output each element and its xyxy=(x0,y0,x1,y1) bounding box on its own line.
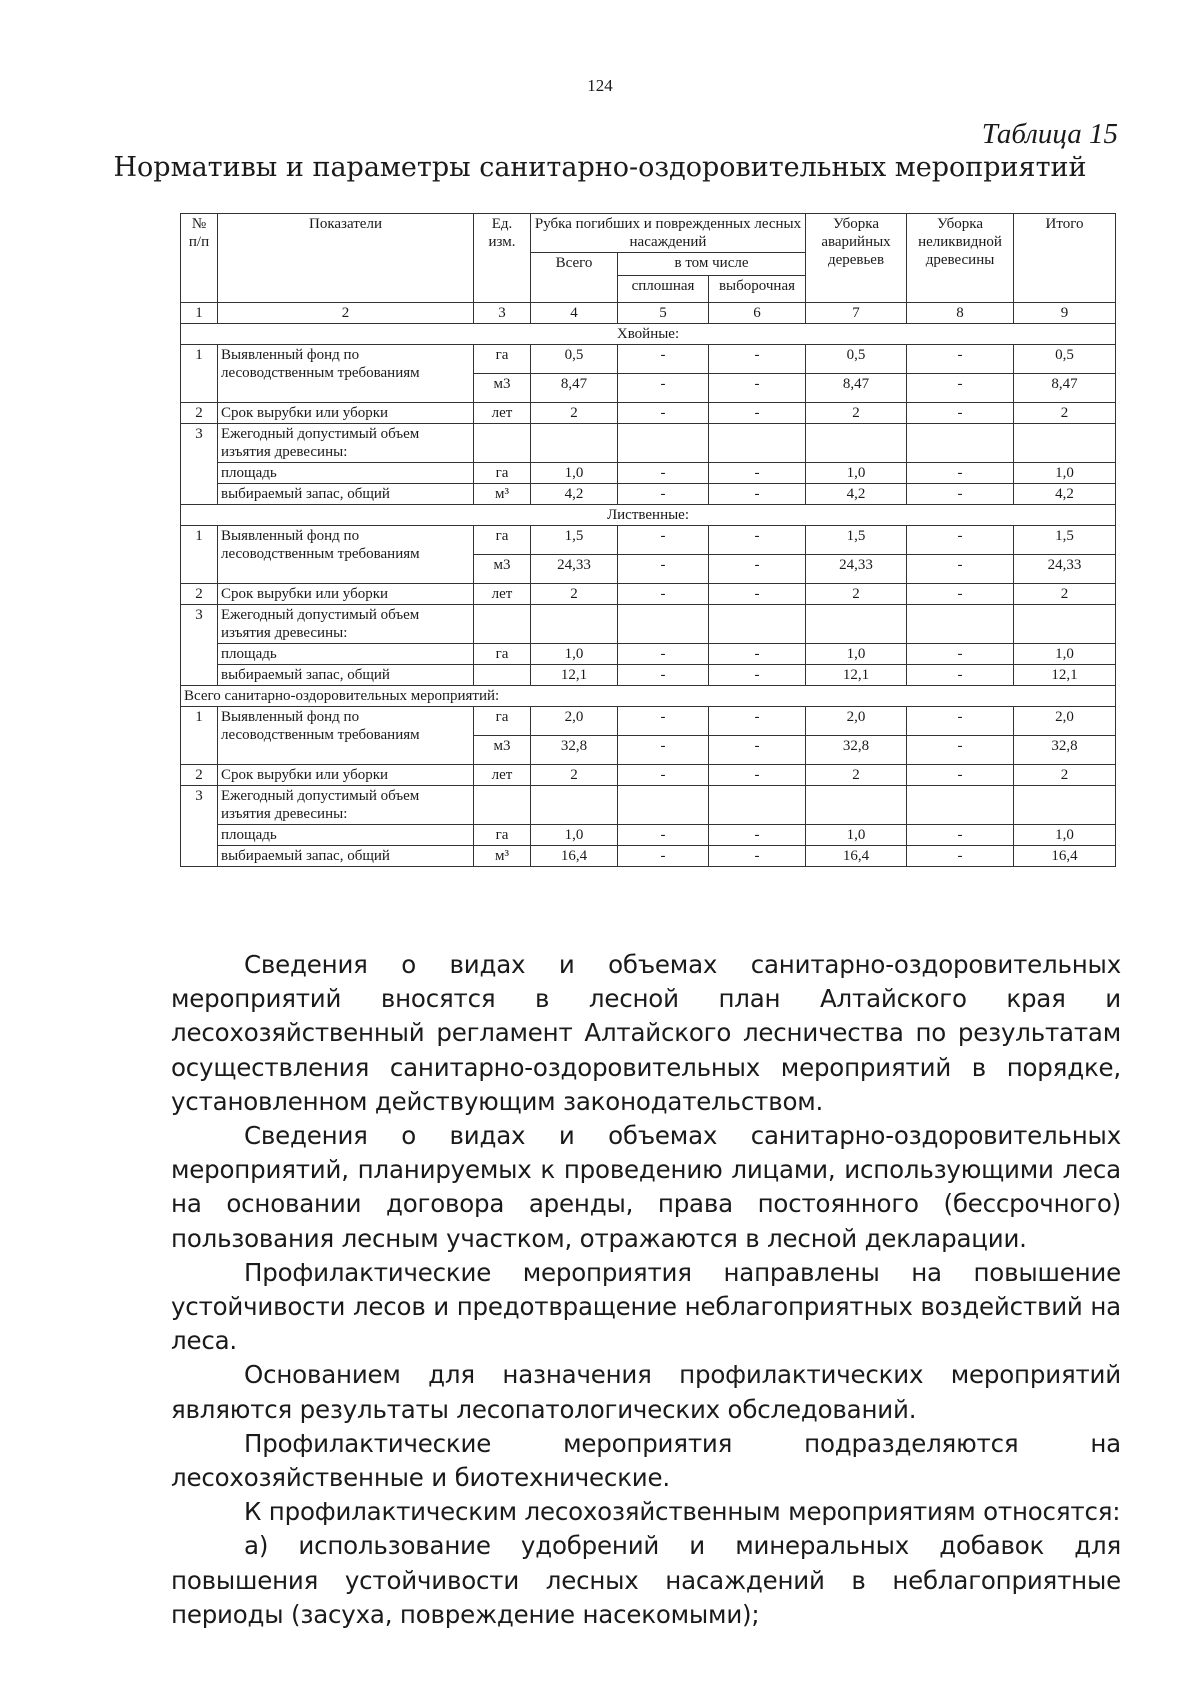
row-value: - xyxy=(709,345,806,374)
row-value: - xyxy=(618,584,709,605)
header-unit: Ед. изм. xyxy=(474,214,531,303)
row-value: - xyxy=(709,825,806,846)
row-value: 0,5 xyxy=(1014,345,1116,374)
row-label: выбираемый запас, общий xyxy=(218,665,474,686)
row-value: - xyxy=(709,463,806,484)
table-title: Нормативы и параметры санитарно-оздоровительных мероприятий xyxy=(113,152,1087,183)
table-header-row xyxy=(181,214,1116,253)
row-label: Ежегодный допустимый объем изъятия древесины: xyxy=(218,786,474,825)
row-value: - xyxy=(907,736,1014,765)
paragraph: Сведения о видах и объемах санитарно-оздоровительных мероприятий, планируемых к проведению лицами, использующими леса на основании договора аренды, права постоянного (бессрочного) пользования лесным участком, отражаются в лесной декларации. xyxy=(171,1121,1121,1253)
table-row xyxy=(181,463,1116,484)
row-value: 2,0 xyxy=(531,707,618,736)
table-row xyxy=(181,345,1116,374)
row-value: 12,1 xyxy=(531,665,618,686)
row-value: 4,2 xyxy=(531,484,618,505)
header-clear: сплошная xyxy=(618,276,709,303)
table-row xyxy=(181,484,1116,505)
paragraph: Профилактические мероприятия подразделяются на лесохозяйственные и биотехнические. xyxy=(171,1428,1121,1493)
column-number: 3 xyxy=(474,303,531,324)
row-value xyxy=(531,605,618,644)
row-num: 1 xyxy=(181,707,218,765)
row-value: 1,0 xyxy=(1014,644,1116,665)
row-value: - xyxy=(907,374,1014,403)
row-value: - xyxy=(907,345,1014,374)
row-value: - xyxy=(907,644,1014,665)
row-value: 32,8 xyxy=(531,736,618,765)
row-value: - xyxy=(907,825,1014,846)
row-value xyxy=(531,424,618,463)
row-value: 8,47 xyxy=(806,374,907,403)
row-value: 1,0 xyxy=(1014,463,1116,484)
column-number: 1 xyxy=(181,303,218,324)
row-value: - xyxy=(709,846,806,867)
row-label: выбираемый запас, общий xyxy=(218,846,474,867)
row-value: 2 xyxy=(531,403,618,424)
row-value: - xyxy=(907,665,1014,686)
row-value: - xyxy=(907,526,1014,555)
table-row xyxy=(181,825,1116,846)
row-value: - xyxy=(907,484,1014,505)
row-value: - xyxy=(618,345,709,374)
row-value xyxy=(709,605,806,644)
row-value: - xyxy=(709,403,806,424)
row-value: 1,5 xyxy=(1014,526,1116,555)
section-title: Лиственные: xyxy=(181,505,1116,526)
header-including: в том числе xyxy=(618,253,806,276)
row-value: 1,0 xyxy=(1014,825,1116,846)
table-row xyxy=(181,526,1116,555)
row-value: - xyxy=(907,555,1014,584)
row-value: - xyxy=(618,555,709,584)
row-value: - xyxy=(618,403,709,424)
row-value xyxy=(907,424,1014,463)
row-label: площадь xyxy=(218,825,474,846)
header-emergency: Уборка аварийных деревьев xyxy=(806,214,907,303)
row-value: - xyxy=(709,765,806,786)
paragraph: К профилактическим лесохозяйственным мероприятиям относятся: xyxy=(244,1497,1121,1527)
row-value: 24,33 xyxy=(1014,555,1116,584)
row-value: - xyxy=(709,644,806,665)
row-unit: га xyxy=(474,644,531,665)
row-unit: м3 xyxy=(474,555,531,584)
row-value: 1,0 xyxy=(806,825,907,846)
row-value: 0,5 xyxy=(806,345,907,374)
row-value: 2,0 xyxy=(1014,707,1116,736)
row-value: 2 xyxy=(531,584,618,605)
row-value: 2 xyxy=(531,765,618,786)
row-value: 12,1 xyxy=(1014,665,1116,686)
header-indicator: Показатели xyxy=(218,214,474,303)
row-unit: лет xyxy=(474,765,531,786)
row-value: - xyxy=(618,825,709,846)
row-value: - xyxy=(618,846,709,867)
row-value: - xyxy=(709,526,806,555)
row-value: - xyxy=(618,374,709,403)
table-row xyxy=(181,403,1116,424)
row-unit xyxy=(474,424,531,463)
row-value: 0,5 xyxy=(531,345,618,374)
row-value: - xyxy=(907,707,1014,736)
row-value: 2 xyxy=(1014,584,1116,605)
row-value xyxy=(806,786,907,825)
row-value: - xyxy=(907,463,1014,484)
row-label: Выявленный фонд по лесоводственным требованиям xyxy=(218,345,474,403)
row-value: - xyxy=(618,526,709,555)
table-row xyxy=(181,605,1116,644)
row-unit xyxy=(474,665,531,686)
row-value: 1,0 xyxy=(531,644,618,665)
row-value: 8,47 xyxy=(531,374,618,403)
row-value: 32,8 xyxy=(806,736,907,765)
row-unit: га xyxy=(474,707,531,736)
row-unit: м3 xyxy=(474,736,531,765)
body-text xyxy=(171,948,1121,1632)
row-value: - xyxy=(709,584,806,605)
row-value: 32,8 xyxy=(1014,736,1116,765)
header-total-all: Всего xyxy=(531,253,618,303)
row-num: 2 xyxy=(181,403,218,424)
row-value: 1,5 xyxy=(531,526,618,555)
row-value: 2 xyxy=(1014,403,1116,424)
row-label: выбираемый запас, общий xyxy=(218,484,474,505)
row-unit: м3 xyxy=(474,374,531,403)
row-value: 16,4 xyxy=(806,846,907,867)
row-unit: га xyxy=(474,345,531,374)
column-number: 9 xyxy=(1014,303,1116,324)
row-unit: га xyxy=(474,526,531,555)
row-value: 2 xyxy=(806,584,907,605)
table-row xyxy=(181,424,1116,463)
row-value: 1,0 xyxy=(806,463,907,484)
row-unit: лет xyxy=(474,403,531,424)
section-row xyxy=(181,686,1116,707)
row-value xyxy=(618,786,709,825)
header-selective: выборочная xyxy=(709,276,806,303)
row-value: 8,47 xyxy=(1014,374,1116,403)
row-label: Срок вырубки или уборки xyxy=(218,403,474,424)
row-value xyxy=(907,605,1014,644)
row-num: 2 xyxy=(181,584,218,605)
row-label: площадь xyxy=(218,463,474,484)
row-label: Срок вырубки или уборки xyxy=(218,765,474,786)
row-value: - xyxy=(618,463,709,484)
row-num: 3 xyxy=(181,786,218,867)
row-num: 3 xyxy=(181,424,218,505)
row-value: 24,33 xyxy=(531,555,618,584)
paragraph: а) использование удобрений и минеральных добавок для повышения устойчивости лесных насаждений в неблагоприятные периоды (засуха, повреждение насекомыми); xyxy=(171,1531,1121,1629)
table-row xyxy=(181,765,1116,786)
row-label: Срок вырубки или уборки xyxy=(218,584,474,605)
row-value: - xyxy=(618,736,709,765)
row-unit: га xyxy=(474,463,531,484)
row-unit xyxy=(474,605,531,644)
column-number: 2 xyxy=(218,303,474,324)
row-value xyxy=(1014,605,1116,644)
row-value xyxy=(618,424,709,463)
table-label: Таблица 15 xyxy=(981,118,1118,150)
row-num: 1 xyxy=(181,526,218,584)
row-value xyxy=(806,605,907,644)
column-number-row xyxy=(181,303,1116,324)
row-label: Ежегодный допустимый объем изъятия древесины: xyxy=(218,605,474,644)
table-row xyxy=(181,846,1116,867)
table-row xyxy=(181,584,1116,605)
row-label: Ежегодный допустимый объем изъятия древесины: xyxy=(218,424,474,463)
row-value: 4,2 xyxy=(806,484,907,505)
table-row xyxy=(181,707,1116,736)
row-value: 1,5 xyxy=(806,526,907,555)
row-value xyxy=(531,786,618,825)
row-value: 1,0 xyxy=(806,644,907,665)
column-number: 8 xyxy=(907,303,1014,324)
row-value: - xyxy=(618,484,709,505)
row-value: - xyxy=(618,707,709,736)
section-row xyxy=(181,324,1116,345)
paragraph: Основанием для назначения профилактических мероприятий являются результаты лесопатологических обследований. xyxy=(171,1360,1121,1424)
norms-table-body xyxy=(181,214,1116,867)
row-value xyxy=(1014,786,1116,825)
row-unit: га xyxy=(474,825,531,846)
row-value: 16,4 xyxy=(531,846,618,867)
column-number: 7 xyxy=(806,303,907,324)
row-value: - xyxy=(709,374,806,403)
row-value: 16,4 xyxy=(1014,846,1116,867)
row-value: 2 xyxy=(806,403,907,424)
header-felling: Рубка погибших и поврежденных лесных насаждений xyxy=(531,214,806,253)
row-label: Выявленный фонд по лесоводственным требованиям xyxy=(218,526,474,584)
page-number: 124 xyxy=(587,76,613,95)
row-value: - xyxy=(618,644,709,665)
row-value: 24,33 xyxy=(806,555,907,584)
row-value: 1,0 xyxy=(531,463,618,484)
row-label: Выявленный фонд по лесоводственным требованиям xyxy=(218,707,474,765)
row-num: 2 xyxy=(181,765,218,786)
row-unit: м³ xyxy=(474,484,531,505)
section-row xyxy=(181,505,1116,526)
row-value: 2 xyxy=(806,765,907,786)
row-num: 3 xyxy=(181,605,218,686)
row-unit: м³ xyxy=(474,846,531,867)
section-title: Всего санитарно-оздоровительных мероприятий: xyxy=(181,686,1116,707)
row-value xyxy=(709,424,806,463)
row-value: - xyxy=(709,555,806,584)
row-label: площадь xyxy=(218,644,474,665)
paragraph: Сведения о видах и объемах санитарно-оздоровительных мероприятий вносятся в лесной план Алтайского края и лесохозяйственный регламент Алтайского лесничества по результатам осуществления санитарно-оздоровительных мероприятий в порядке, установленном действующим законодательством. xyxy=(171,950,1121,1116)
column-number: 4 xyxy=(531,303,618,324)
header-total: Итого xyxy=(1014,214,1116,303)
header-illiquid: Уборка неликвидной древесины xyxy=(907,214,1014,303)
column-number: 6 xyxy=(709,303,806,324)
row-value xyxy=(806,424,907,463)
row-value xyxy=(907,786,1014,825)
row-value: - xyxy=(907,403,1014,424)
row-value: - xyxy=(709,665,806,686)
table-row xyxy=(181,644,1116,665)
row-value xyxy=(709,786,806,825)
row-num: 1 xyxy=(181,345,218,403)
paragraph: Профилактические мероприятия направлены на повышение устойчивости лесов и предотвращение неблагоприятных воздействий на леса. xyxy=(171,1257,1121,1356)
row-value: 12,1 xyxy=(806,665,907,686)
row-value: - xyxy=(907,584,1014,605)
column-number: 5 xyxy=(618,303,709,324)
row-unit: лет xyxy=(474,584,531,605)
header-num: № п/п xyxy=(181,214,218,303)
row-value: - xyxy=(618,665,709,686)
row-value xyxy=(1014,424,1116,463)
row-value: 2,0 xyxy=(806,707,907,736)
table-row xyxy=(181,665,1116,686)
row-value: - xyxy=(907,846,1014,867)
row-value: - xyxy=(907,765,1014,786)
row-value: 1,0 xyxy=(531,825,618,846)
row-unit xyxy=(474,786,531,825)
row-value: 2 xyxy=(1014,765,1116,786)
section-title: Хвойные: xyxy=(181,324,1116,345)
row-value: 4,2 xyxy=(1014,484,1116,505)
row-value: - xyxy=(709,707,806,736)
norms-table xyxy=(180,213,1116,867)
row-value: - xyxy=(709,484,806,505)
table-row xyxy=(181,786,1116,825)
row-value: - xyxy=(618,765,709,786)
row-value: - xyxy=(709,736,806,765)
row-value xyxy=(618,605,709,644)
